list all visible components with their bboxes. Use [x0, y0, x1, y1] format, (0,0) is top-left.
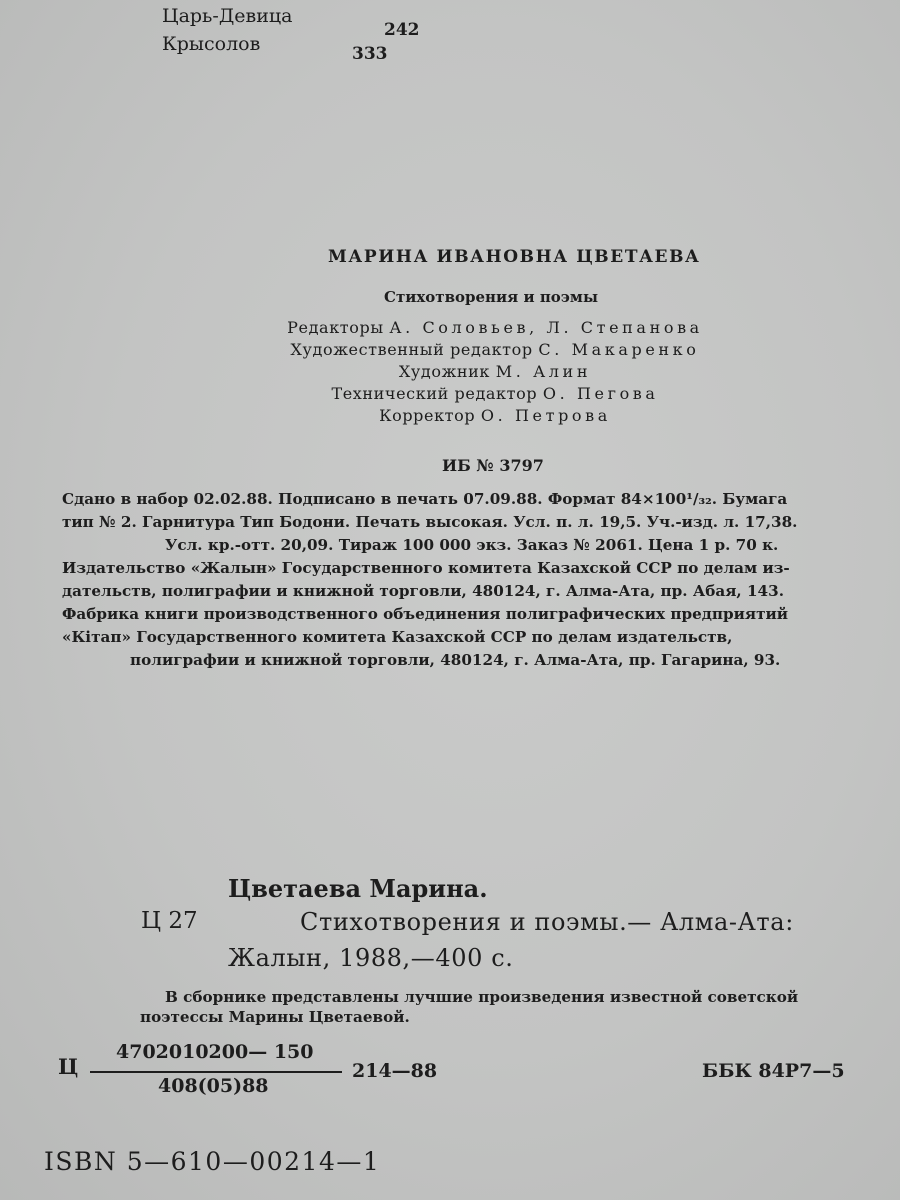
credit-line-artist: Художник М. Алин — [398, 362, 592, 381]
card-bbk: ББК 84Р7—5 — [702, 1060, 845, 1082]
toc-title-2: Крысолов — [162, 33, 261, 55]
card-description-2: поэтессы Марины Цветаевой. — [140, 1008, 410, 1026]
fraction-bar — [90, 1071, 342, 1073]
card-title-line: Стихотворения и поэмы.— Алма-Ата: — [300, 908, 794, 936]
colophon-credits — [250, 317, 740, 427]
tech-line-4: Издательство «Жалын» Государственного комитета Казахской ССР по делам из- — [62, 559, 790, 577]
card-description-1: В сборнике представлены лучшие произведения известной советской — [165, 988, 799, 1006]
toc-page-1: 242 — [384, 20, 420, 40]
card-class-letter: Ц — [58, 1054, 79, 1079]
toc-page-2: 333 — [352, 44, 388, 64]
card-code: Ц 27 — [141, 908, 198, 934]
tech-line-7: «Кітап» Государственного комитета Казахской ССР по делам издательств, — [62, 628, 733, 646]
credit-line-editors: Редакторы А. Соловьев, Л. Степанова — [287, 318, 703, 337]
tech-line-1: Сдано в набор 02.02.88. Подписано в печать 07.09.88. Формат 84×100¹/₃₂. Бумага — [62, 490, 788, 508]
card-numerator: 4702010200— 150 — [116, 1041, 314, 1063]
tech-line-5: дательств, полиграфии и книжной торговли, 480124, г. Алма-Ата, пр. Абая, 143. — [62, 582, 784, 600]
tech-line-8: полиграфии и книжной торговли, 480124, г. Алма-Ата, пр. Гагарина, 93. — [130, 651, 781, 669]
isbn: ISBN 5—610—00214—1 — [44, 1147, 381, 1176]
tech-line-2: тип № 2. Гарнитура Тип Бодони. Печать высокая. Усл. п. л. 19,5. Уч.-изд. л. 17,38. — [62, 513, 798, 531]
credit-line-art-editor: Художественный редактор С. Макаренко — [290, 340, 700, 359]
credit-line-corrector: Корректор О. Петрова — [379, 406, 611, 425]
tech-line-3: Усл. кр.-отт. 20,09. Тираж 100 000 экз. Заказ № 2061. Цена 1 р. 70 к. — [165, 536, 779, 554]
card-order-code: 214—88 — [352, 1060, 438, 1082]
card-imprint-line: Жалын, 1988,—400 с. — [228, 944, 514, 972]
credit-line-tech-editor: Технический редактор О. Пегова — [331, 384, 659, 403]
toc-title-1: Царь-Девица — [162, 5, 293, 27]
tech-line-6: Фабрика книги производственного объединения полиграфических предприятий — [62, 605, 789, 623]
colophon-book-title: Стихотворения и поэмы — [384, 288, 598, 306]
card-author: Цветаева Марина. — [228, 874, 488, 903]
colophon-author: МАРИНА ИВАНОВНА ЦВЕТАЕВА — [328, 247, 701, 267]
card-denominator: 408(05)88 — [158, 1075, 269, 1097]
ib-number: ИБ № 3797 — [442, 456, 544, 475]
